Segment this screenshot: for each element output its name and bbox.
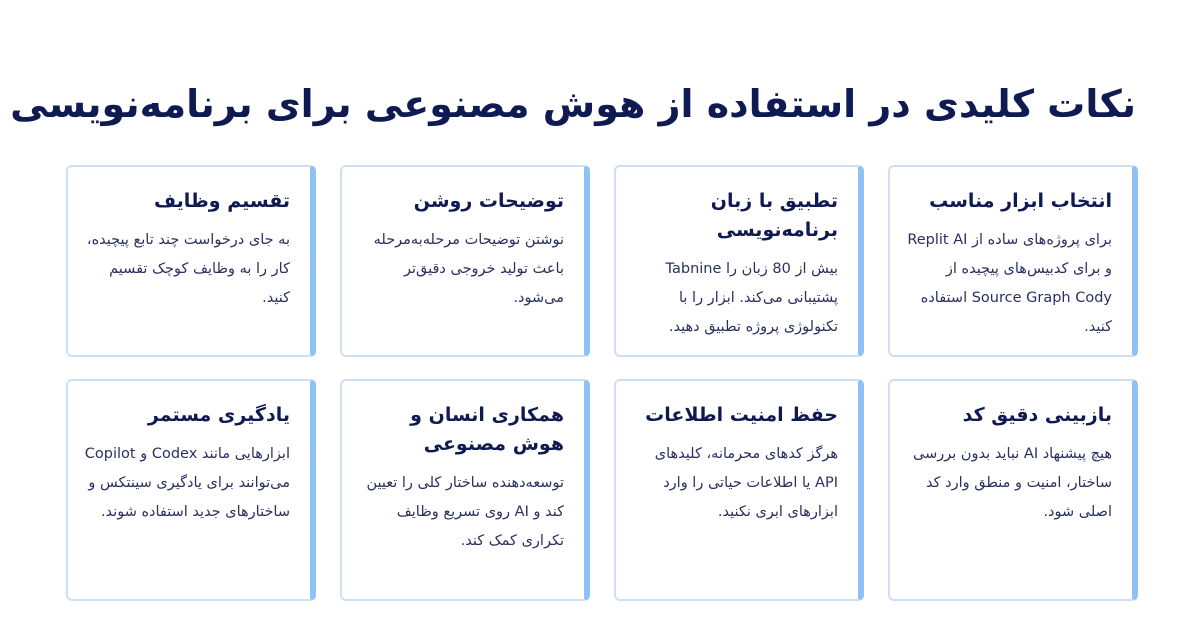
tip-card-body: نوشتن توضیحات مرحله‌به‌مرحله باعث تولید خروجی دقیق‌تر می‌شود. [373,232,564,306]
tip-card-title: انتخاب ابزار مناسب [929,190,1112,212]
tip-card-title: همکاری انسان و هوش مصنوعی [410,404,564,455]
tip-card-title: بازبینی دقیق کد [962,404,1112,426]
tip-card-data-security [614,379,864,601]
page-title: نکات کلیدی در استفاده از هوش مصنوعی برای برنامه‌نویسی [10,82,1136,126]
tip-card-body: توسعه‌دهنده ساختار کلی را تعیین کند و AI روی تسریع وظایف تکراری کمک کند. [366,475,564,549]
tip-card-title: توضیحات روشن [413,190,564,212]
tip-card-title: تقسیم وظایف [153,190,290,212]
tip-card-body: به جای درخواست چند تابع پیچیده، کار را به وظایف کوچک تقسیم کنید. [86,232,290,306]
tip-card-human-ai-collaboration [340,379,590,601]
tip-card-title: حفظ امنیت اطلاعات [645,404,838,426]
tip-card-body: برای پروژه‌های ساده از Replit AI و برای کدبیس‌های پیچیده از Source Graph Cody استفاده کنید. [907,232,1112,335]
tip-card-title: یادگیری مستمر [147,404,290,426]
tip-card-continuous-learning [66,379,316,601]
tip-card-body: هرگز کدهای محرمانه، کلیدهای API یا اطلاعات حیاتی را وارد ابزارهای ابری نکنید. [654,446,838,520]
tip-card-body: ابزارهایی مانند Codex و Copilot می‌توانند برای یادگیری سینتکس و ساختارهای جدید استفاده شوند. [84,446,290,520]
tip-card-title: تطبیق با زبان برنامه‌نویسی [710,190,838,241]
tip-card-choose-tool [888,165,1138,357]
tips-grid [64,165,1138,601]
tip-card-clear-instructions [340,165,590,357]
tip-card-code-review [888,379,1138,601]
tip-card-split-tasks [66,165,316,357]
tip-card-language-match [614,165,864,357]
tip-card-body: هیچ پیشنهاد AI نباید بدون بررسی ساختار، امنیت و منطق وارد کد اصلی شود. [913,446,1112,520]
tip-card-body: بیش از 80 زبان را Tabnine پشتیبانی می‌کند. ابزار را با تکنولوژی پروژه تطبیق دهید. [665,261,838,335]
